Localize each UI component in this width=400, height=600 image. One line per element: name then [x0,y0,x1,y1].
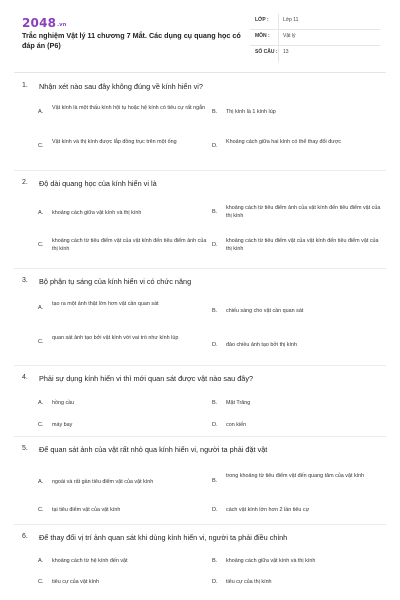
page-header [0,0,400,70]
question-item: 3. Bộ phận tụ sáng của kính hiển vi có chức năng A. tạo ra một ảnh thật lớn hơn vật cần quan sát B. chiếu sáng cho vật cần quan sát C. quan sát ảnh tạo bởi vật kính với vai trò như kính lúp D. đảo chiều ảnh tạo bởi thị kính [22,277,304,348]
question-number: 3. [22,277,28,284]
quiz-meta-table [250,14,380,62]
question-item: 1. Nhận xét nào sau đây không đúng về kính hiển vi? A. Vật kính là một thấu kính hội tụ hoặc hệ kính có tiêu cự rất ngắn B. Thị kính là 1 kính lúp C. Vật kính và thị kính được lắp đồng trục trên một ống D. Khoảng cách giữa hai kính có thể thay đổi được [22,82,342,149]
question-text: Nhận xét nào sau đây không đúng về kính hiển vi? [39,82,203,91]
site-logo[interactable]: 2048.vn [22,16,67,30]
quiz-title: Trắc nghiệm Vật lý 11 chương 7 Mắt. Các dụng cụ quang học có đáp án (P6) [22,31,241,50]
question-divider [14,268,386,269]
question-item: 4. Phải sự dụng kính hiển vi thì mới quan sát được vật nào sau đây? A. hồng cầu B. Mặt Trăng C. máy bay D. con kiến [22,374,254,428]
question-divider [14,436,386,437]
question-text: Để thay đổi vị trí ảnh quan sát khi dùng kính hiển vi, người ta phải điều chỉnh [39,533,288,542]
question-number: 6. [22,533,28,540]
question-number: 1. [22,82,28,89]
question-text: Để quan sát ảnh của vật rất nhỏ qua kính hiển vi, người ta phải đặt vật [39,445,268,454]
question-number: 4. [22,374,28,381]
meta-row-subject [250,30,380,46]
question-item: 6. Để thay đổi vị trí ảnh quan sát khi dùng kính hiển vi, người ta phải điều chỉnh A. khoảng cách từ hệ kính đến vật B. khoảng cách giữa vật kính và thị kính C. tiêu cự của vật kính D. tiêu cự của thị kính [22,533,316,585]
question-item: 5. Để quan sát ảnh của vật rất nhỏ qua kính hiển vi, người ta phải đặt vật A. ngoài và rất gần tiêu điểm vật của vật kính B. trong khoảng từ tiêu điểm vật đến quang tâm của vật kính C. tại tiêu điểm vật của vật kính D. cách vật kính lớn hơn 2 lần tiêu cự [22,445,365,513]
question-text: Phải sự dụng kính hiển vi thì mới quan sát được vật nào sau đây? [39,374,254,383]
meta-row-class [250,14,380,30]
meta-value: 13 [283,49,289,55]
question-text: Bộ phận tụ sáng của kính hiển vi có chức năng [39,277,192,286]
question-divider [14,170,386,171]
meta-value: Lớp 11 [283,17,299,23]
question-text: Độ dài quang học của kính hiển vi là [39,179,157,188]
question-divider [14,524,386,525]
meta-key: MÔN : [255,33,270,39]
question-divider [14,365,386,366]
meta-key: LỚP : [255,17,269,23]
header-divider [14,72,386,73]
meta-key: SỐ CÂU : [255,49,278,55]
question-number: 5. [22,445,28,452]
meta-value: Vật lý [283,33,296,39]
question-item: 2. Độ dài quang học của kính hiển vi là A. khoảng cách giữa vật kính và thị kính B. khoảng cách từ tiêu điểm ảnh của vật kính đến tiêu điểm vật của thị kính C. khoảng cách từ tiêu điểm vật của vật kính đến tiêu điểm ảnh của thị kính D. khoảng cách từ tiêu điểm vật của vật kính đến tiêu điểm vật của thị kính [22,179,381,252]
question-number: 2. [22,179,28,186]
meta-row-count [250,46,380,62]
